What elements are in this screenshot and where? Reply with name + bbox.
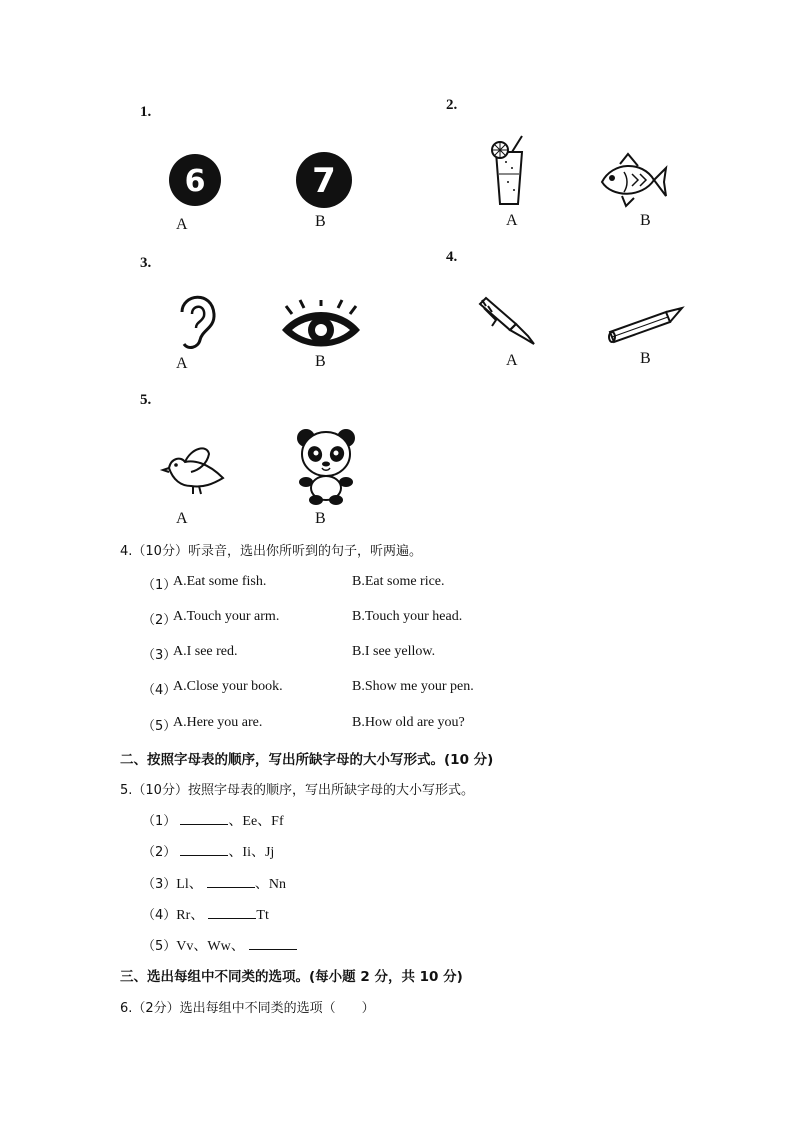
option-label-a: A [176, 510, 188, 527]
question-4-option-a[interactable]: A.I see red. [173, 644, 238, 659]
question-4-option-b[interactable]: B.Touch your head. [352, 609, 463, 624]
question-4-item-number: （2） [142, 613, 177, 628]
question-4-option-b[interactable]: B.How old are you? [352, 715, 465, 730]
question-4-option-b[interactable]: B.Show me your pen. [352, 679, 474, 694]
option-label-a: A [506, 212, 518, 229]
picture-question-3-number: 3. [140, 255, 152, 271]
question-5-title: 5.（10分）按照字母表的顺序，写出所缺字母的大小写形式。 [120, 783, 474, 798]
question-5-item-number: （1） [142, 814, 177, 829]
letter-sequence: 、Ii、Jj [228, 845, 275, 860]
answer-blank[interactable] [180, 843, 228, 856]
letter-sequence: 、Nn [254, 877, 286, 892]
panda-icon [296, 426, 356, 506]
answer-blank[interactable] [208, 906, 256, 919]
question-4-option-a[interactable]: A.Eat some fish. [173, 574, 267, 589]
bird-icon [163, 444, 229, 496]
picture-question-1-number: 1. [140, 104, 152, 120]
fish-icon [598, 152, 670, 210]
question-5-item-number: （2） [142, 845, 177, 860]
picture-question-4-number: 4. [446, 249, 458, 265]
section-2-heading: 二、按照字母表的顺序，写出所缺字母的大小写形式。(10 分) [120, 752, 494, 768]
question-4-option-a[interactable]: A.Here you are. [173, 715, 263, 730]
number-6-circle-icon [168, 153, 222, 207]
question-4-item-number: （3） [142, 648, 177, 663]
option-label-b: B [640, 212, 651, 229]
fountain-pen-icon [476, 296, 540, 346]
question-5-item-number: （3） [142, 877, 177, 892]
pencil-icon [606, 302, 686, 344]
juice-glass-icon [488, 134, 532, 208]
option-label-a: A [176, 216, 188, 233]
letter-sequence: Vv、Ww、 [176, 939, 245, 954]
question-4-option-b[interactable]: B.I see yellow. [352, 644, 436, 659]
letter-sequence: Ll、 [176, 877, 203, 892]
ear-icon [172, 288, 218, 352]
letter-sequence: Tt [256, 908, 269, 923]
option-label-b: B [315, 353, 326, 370]
option-label-b: B [640, 350, 651, 367]
number-7-text: 7 [312, 161, 336, 201]
option-label-a: A [176, 355, 188, 372]
question-4-title: 4.（10分）听录音，选出你所听到的句子，听两遍。 [120, 544, 422, 559]
question-4-item-number: （5） [142, 719, 177, 734]
question-5-item-number: （4） [142, 908, 177, 923]
picture-question-5-number: 5. [140, 392, 152, 408]
option-label-b: B [315, 213, 326, 230]
question-4-item-number: （4） [142, 683, 177, 698]
question-4-option-a[interactable]: A.Close your book. [173, 679, 283, 694]
letter-sequence: Rr、 [176, 908, 205, 923]
section-3-heading: 三、选出每组中不同类的选项。(每小题 2 分，共 10 分) [120, 969, 463, 985]
question-4-option-b[interactable]: B.Eat some rice. [352, 574, 445, 589]
question-5-item-number: （5） [142, 939, 177, 954]
picture-question-2-number: 2. [446, 97, 458, 113]
eye-icon [278, 300, 364, 352]
option-label-b: B [315, 510, 326, 527]
answer-blank[interactable] [180, 812, 228, 825]
question-4-item-number: （1） [142, 578, 177, 593]
question-4-option-a[interactable]: A.Touch your arm. [173, 609, 280, 624]
answer-blank[interactable] [249, 937, 297, 950]
number-7-circle-icon [295, 151, 353, 209]
answer-blank[interactable] [207, 875, 255, 888]
letter-sequence: 、Ee、Ff [228, 814, 284, 829]
option-label-a: A [506, 352, 518, 369]
question-6-title: 6.（2分）选出每组中不同类的选项（ ） [120, 1001, 375, 1016]
number-6-text: 6 [184, 164, 206, 199]
